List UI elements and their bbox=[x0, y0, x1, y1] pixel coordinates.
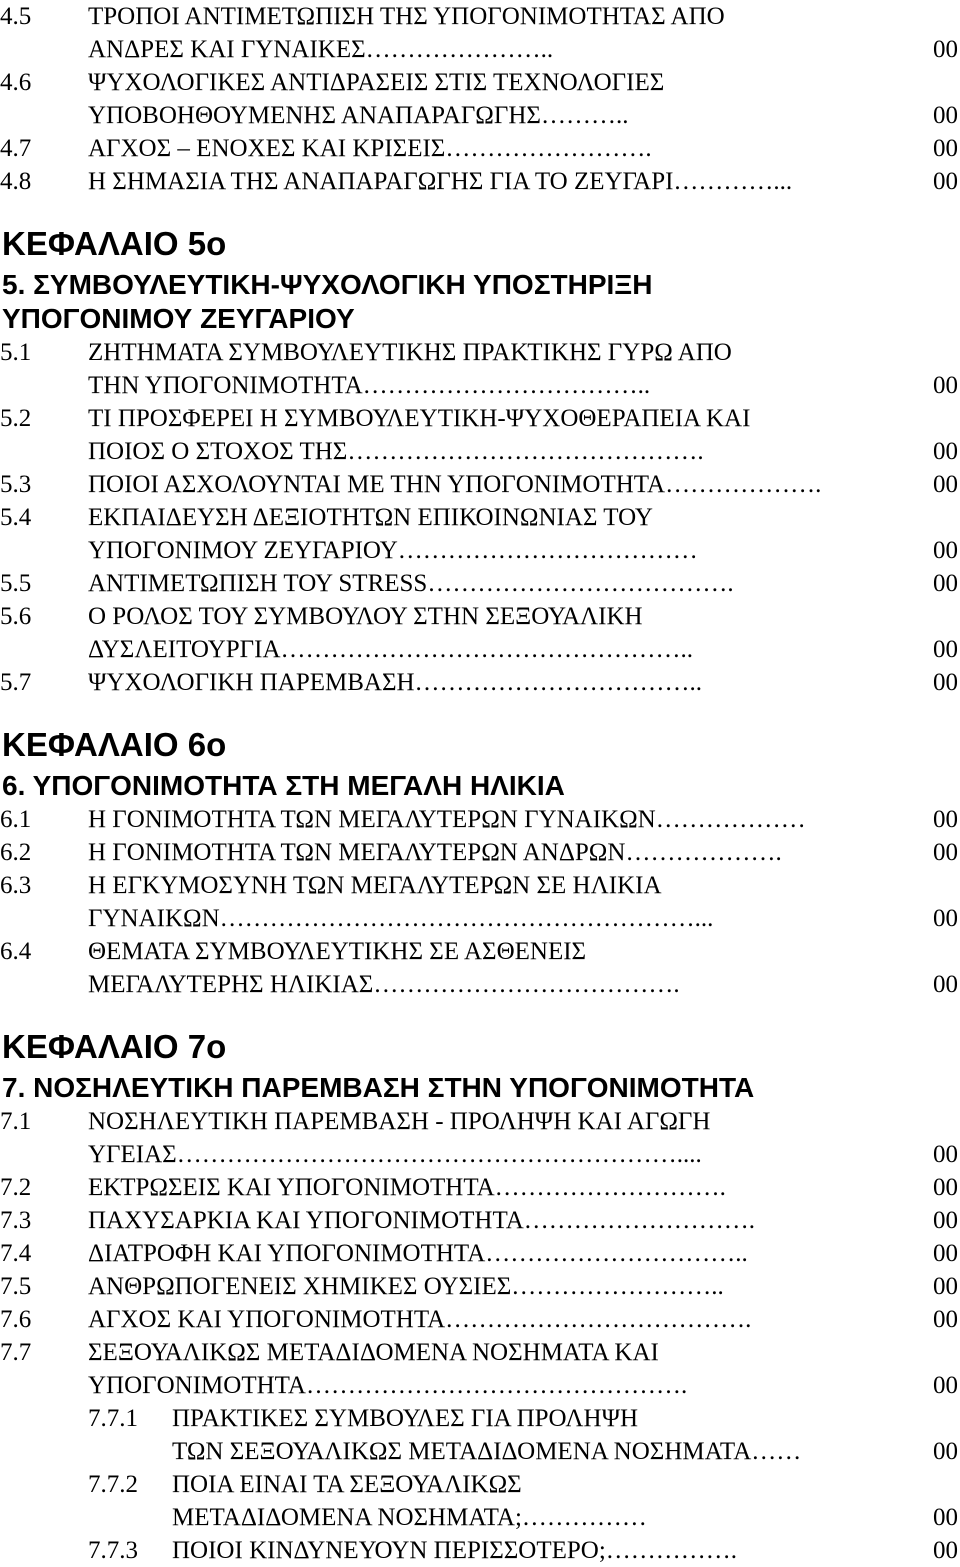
section-number: 7.7.2 bbox=[88, 1471, 138, 1498]
section-title: Η ΕΓΚΥΜΟΣΥΝΗ ΤΩΝ ΜΕΓΑΛΥΤΕΡΩΝ ΣΕ ΗΛΙΚΙΑ bbox=[88, 872, 662, 899]
page-number: 00 bbox=[933, 1207, 958, 1234]
section-title: Η ΓΟΝΙΜΟΤΗΤΑ ΤΩΝ ΜΕΓΑΛΥΤΕΡΩΝ ΑΝΔΡΩΝ………………. bbox=[88, 839, 782, 866]
section-number: 7.7.3 bbox=[88, 1537, 138, 1564]
chapter-heading: ΚΕΦΑΛΑΙΟ 5ο bbox=[2, 225, 227, 262]
page-number: 00 bbox=[933, 570, 958, 597]
chapter-title: 5. ΣΥΜΒΟΥΛΕΥΤΙΚΗ-ΨΥΧΟΛΟΓΙΚΗ ΥΠΟΣΤΗΡΙΞΗ bbox=[2, 269, 653, 300]
section-title-continued: ΥΠΟΒΟΗΘΟΥΜΕΝΗΣ ΑΝΑΠΑΡΑΓΩΓΗΣ……….. bbox=[88, 102, 629, 129]
section-number: 4.5 bbox=[0, 3, 32, 30]
page-number: 00 bbox=[933, 537, 958, 564]
toc-entry[interactable] bbox=[0, 468, 960, 501]
toc-entry[interactable] bbox=[0, 1270, 960, 1303]
section-number: 7.7.1 bbox=[88, 1405, 138, 1432]
section-number: 7.5 bbox=[0, 1273, 32, 1300]
section-number: 4.8 bbox=[0, 168, 32, 195]
chapter-heading: ΚΕΦΑΛΑΙΟ 6ο bbox=[2, 726, 227, 763]
section-title: ΨΥΧΟΛΟΓΙΚΗ ΠΑΡΕΜΒΑΣΗ…………………………….. bbox=[88, 669, 703, 696]
section-number: 7.1 bbox=[0, 1108, 32, 1135]
section-title: ΔΙΑΤΡΟΦΗ ΚΑΙ ΥΠΟΓΟΝΙΜΟΤΗΤΑ………………………….. bbox=[88, 1240, 748, 1267]
page-number: 00 bbox=[933, 168, 958, 195]
section-title-continued: ΜΕΓΑΛΥΤΕΡΗΣ ΗΛΙΚΙΑΣ………………………………. bbox=[88, 971, 680, 998]
toc-entry[interactable] bbox=[0, 869, 960, 935]
section-number: 5.6 bbox=[0, 603, 32, 630]
toc-entry[interactable] bbox=[0, 1204, 960, 1237]
section-title: ΑΓΧΟΣ – ΕΝΟΧΕΣ ΚΑΙ ΚΡΙΣΕΙΣ……………………. bbox=[88, 135, 652, 162]
toc-entry[interactable] bbox=[0, 132, 960, 165]
chapter-heading: ΚΕΦΑΛΑΙΟ 7ο bbox=[2, 1028, 227, 1065]
section-title: ΖΗΤΗΜΑΤΑ ΣΥΜΒΟΥΛΕΥΤΙΚΗΣ ΠΡΑΚΤΙΚΗΣ ΓΥΡΩ ΑΠΟ bbox=[88, 339, 732, 366]
page-number: 00 bbox=[933, 1537, 958, 1564]
section-title-continued: ΜΕΤΑΔΙΔΟΜΕΝΑ ΝΟΣΗΜΑΤΑ;…………… bbox=[172, 1504, 647, 1531]
toc-entry[interactable] bbox=[0, 1171, 960, 1204]
section-number: 7.2 bbox=[0, 1174, 32, 1201]
section-title: ΠΟΙΟΙ ΚΙΝΔΥΝΕΥΟΥΝ ΠΕΡΙΣΣΟΤΕΡΟ;……………. bbox=[172, 1537, 738, 1564]
section-number: 7.3 bbox=[0, 1207, 32, 1234]
section-title: Η ΣΗΜΑΣΙΑ ΤΗΣ ΑΝΑΠΑΡΑΓΩΓΗΣ ΓΙΑ ΤΟ ΖΕΥΓΑΡΙ…………... bbox=[88, 168, 793, 195]
section-title: ΕΚΤΡΩΣΕΙΣ ΚΑΙ ΥΠΟΓΟΝΙΜΟΤΗΤΑ………………………. bbox=[88, 1174, 726, 1201]
page-number: 00 bbox=[933, 438, 958, 465]
section-title: ΤΡΟΠΟΙ ΑΝΤΙΜΕΤΩΠΙΣΗ ΤΗΣ ΥΠΟΓΟΝΙΜΟΤΗΤΑΣ ΑΠΟ bbox=[88, 3, 725, 30]
chapter-title: 6. ΥΠΟΓΟΝΙΜΟΤΗΤΑ ΣΤΗ ΜΕΓΑΛΗ ΗΛΙΚΙΑ bbox=[2, 770, 565, 801]
page-number: 00 bbox=[933, 971, 958, 998]
section-number: 6.2 bbox=[0, 839, 32, 866]
section-title: ΠΡΑΚΤΙΚΕΣ ΣΥΜΒΟΥΛΕΣ ΓΙΑ ΠΡΟΛΗΨΗ bbox=[172, 1405, 639, 1432]
section-title: Η ΓΟΝΙΜΟΤΗΤΑ ΤΩΝ ΜΕΓΑΛΥΤΕΡΩΝ ΓΥΝΑΙΚΩΝ……………… bbox=[88, 806, 806, 833]
page-number: 00 bbox=[933, 636, 958, 663]
page-number: 00 bbox=[933, 135, 958, 162]
toc-entry[interactable] bbox=[0, 666, 960, 699]
page-number: 00 bbox=[933, 839, 958, 866]
section-number: 7.7 bbox=[0, 1339, 32, 1366]
section-title-continued: ΥΠΟΓΟΝΙΜΟΤΗΤΑ………………………………………. bbox=[88, 1372, 688, 1399]
page-number: 00 bbox=[933, 806, 958, 833]
section-title-continued: ΓΥΝΑΙΚΩΝ…………………………………………………... bbox=[88, 905, 714, 932]
toc-entry[interactable] bbox=[0, 600, 960, 666]
section-title-continued: ΥΓΕΙΑΣ…………………………………………………….... bbox=[88, 1141, 702, 1168]
page-number: 00 bbox=[933, 471, 958, 498]
page-number: 00 bbox=[933, 1438, 958, 1465]
toc-entry[interactable] bbox=[0, 836, 960, 869]
page-number: 00 bbox=[933, 372, 958, 399]
chapter-title: ΥΠΟΓΟΝΙΜΟΥ ΖΕΥΓΑΡΙΟΥ bbox=[2, 303, 355, 334]
section-title-continued: ΑΝΔΡΕΣ ΚΑΙ ΓΥΝΑΙΚΕΣ………………….. bbox=[88, 36, 554, 63]
toc-entry[interactable] bbox=[0, 935, 960, 1001]
page-number: 00 bbox=[933, 669, 958, 696]
section-title: ΑΝΘΡΩΠΟΓΕΝΕΙΣ ΧΗΜΙΚΕΣ ΟΥΣΙΕΣ…………………….. bbox=[88, 1273, 724, 1300]
section-number: 4.6 bbox=[0, 69, 32, 96]
section-title-continued: ΤΗΝ ΥΠΟΓΟΝΙΜΟΤΗΤΑ…………………………….. bbox=[88, 372, 651, 399]
section-number: 5.1 bbox=[0, 339, 32, 366]
page-number: 00 bbox=[933, 1273, 958, 1300]
section-number: 7.6 bbox=[0, 1306, 32, 1333]
section-title: ΨΥΧΟΛΟΓΙΚΕΣ ΑΝΤΙΔΡΑΣΕΙΣ ΣΤΙΣ ΤΕΧΝΟΛΟΓΙΕΣ bbox=[88, 69, 665, 96]
section-title: ΠΟΙΑ ΕΙΝΑΙ ΤΑ ΣΕΞΟΥΑΛΙΚΩΣ bbox=[172, 1471, 522, 1498]
toc-subentry[interactable] bbox=[0, 1402, 960, 1468]
section-number: 6.3 bbox=[0, 872, 32, 899]
section-title: ΑΓΧΟΣ ΚΑΙ ΥΠΟΓΟΝΙΜΟΤΗΤΑ………………………………. bbox=[88, 1306, 752, 1333]
toc-entry[interactable] bbox=[0, 803, 960, 836]
section-number: 6.4 bbox=[0, 938, 32, 965]
toc-entry[interactable] bbox=[0, 1105, 960, 1171]
section-title-continued: ΠΟΙΟΣ Ο ΣΤΟΧΟΣ ΤΗΣ……………………………………. bbox=[88, 438, 704, 465]
section-number: 5.4 bbox=[0, 504, 32, 531]
toc-entry[interactable] bbox=[0, 66, 960, 132]
section-title-continued: ΥΠΟΓΟΝΙΜΟΥ ΖΕΥΓΑΡΙΟΥ……………………………… bbox=[88, 537, 698, 564]
section-title: ΣΕΞΟΥΑΛΙΚΩΣ ΜΕΤΑΔΙΔΟΜΕΝΑ ΝΟΣΗΜΑΤΑ ΚΑΙ bbox=[88, 1339, 659, 1366]
section-title-continued: ΔΥΣΛΕΙΤΟΥΡΓΙΑ………………………………………….. bbox=[88, 636, 694, 663]
page-number: 00 bbox=[933, 1141, 958, 1168]
section-title: Ο ΡΟΛΟΣ ΤΟΥ ΣΥΜΒΟΥΛΟΥ ΣΤΗΝ ΣΕΞΟΥΑΛΙΚΗ bbox=[88, 603, 643, 630]
page-number: 00 bbox=[933, 1306, 958, 1333]
section-title: ΠΟΙΟΙ ΑΣΧΟΛΟΥΝΤΑΙ ΜΕ ΤΗΝ ΥΠΟΓΟΝΙΜΟΤΗΤΑ………………. bbox=[88, 471, 822, 498]
toc-entry[interactable] bbox=[0, 336, 960, 402]
page-number: 00 bbox=[933, 1240, 958, 1267]
section-number: 5.7 bbox=[0, 669, 32, 696]
page-number: 00 bbox=[933, 36, 958, 63]
section-number: 5.2 bbox=[0, 405, 32, 432]
toc-entry[interactable] bbox=[0, 165, 960, 198]
toc-entry[interactable] bbox=[0, 1237, 960, 1270]
toc-entry[interactable] bbox=[0, 1303, 960, 1336]
section-number: 4.7 bbox=[0, 135, 32, 162]
toc-entry[interactable] bbox=[0, 501, 960, 567]
toc-entry[interactable] bbox=[0, 402, 960, 468]
page-number: 00 bbox=[933, 1372, 958, 1399]
toc-entry[interactable] bbox=[0, 0, 960, 66]
toc-entry[interactable] bbox=[0, 567, 960, 600]
chapter-title: 7. ΝΟΣΗΛΕΥΤΙΚΗ ΠΑΡΕΜΒΑΣΗ ΣΤΗΝ ΥΠΟΓΟΝΙΜΟΤΗΤΑ bbox=[2, 1072, 755, 1103]
section-title: ΕΚΠΑΙΔΕΥΣΗ ΔΕΞΙΟΤΗΤΩΝ ΕΠΙΚΟΙΝΩΝΙΑΣ ΤΟΥ bbox=[88, 504, 653, 531]
section-number: 5.5 bbox=[0, 570, 32, 597]
section-title-continued: ΤΩΝ ΣΕΞΟΥΑΛΙΚΩΣ ΜΕΤΑΔΙΔΟΜΕΝΑ ΝΟΣΗΜΑΤΑ…… bbox=[172, 1438, 802, 1465]
section-number: 5.3 bbox=[0, 471, 32, 498]
toc-subentry[interactable] bbox=[0, 1534, 960, 1567]
section-title: ΑΝΤΙΜΕΤΩΠΙΣΗ ΤΟΥ STRESS………………………………. bbox=[88, 570, 734, 597]
toc-entry[interactable] bbox=[0, 1336, 960, 1402]
page-number: 00 bbox=[933, 1174, 958, 1201]
section-title: ΤΙ ΠΡΟΣΦΕΡΕΙ Η ΣΥΜΒΟΥΛΕΥΤΙΚΗ-ΨΥΧΟΘΕΡΑΠΕΙΑ ΚΑΙ bbox=[88, 405, 751, 432]
page-number: 00 bbox=[933, 905, 958, 932]
page-number: 00 bbox=[933, 102, 958, 129]
section-title: ΠΑΧΥΣΑΡΚΙΑ ΚΑΙ ΥΠΟΓΟΝΙΜΟΤΗΤΑ………………………. bbox=[88, 1207, 756, 1234]
section-number: 6.1 bbox=[0, 806, 32, 833]
page-number: 00 bbox=[933, 1504, 958, 1531]
section-title: ΘΕΜΑΤΑ ΣΥΜΒΟΥΛΕΥΤΙΚΗΣ ΣΕ ΑΣΘΕΝΕΙΣ bbox=[88, 938, 587, 965]
toc-subentry[interactable] bbox=[0, 1468, 960, 1534]
section-title: ΝΟΣΗΛΕΥΤΙΚΗ ΠΑΡΕΜΒΑΣΗ - ΠΡΟΛΗΨΗ ΚΑΙ ΑΓΩΓΗ bbox=[88, 1108, 711, 1135]
section-number: 7.4 bbox=[0, 1240, 32, 1267]
